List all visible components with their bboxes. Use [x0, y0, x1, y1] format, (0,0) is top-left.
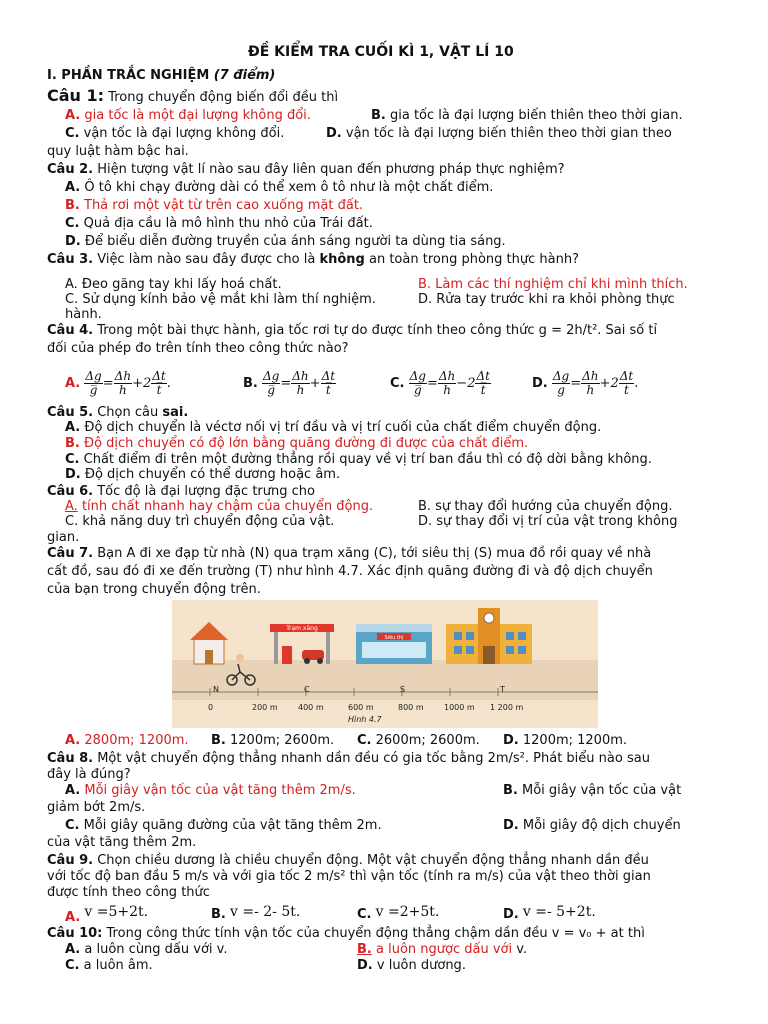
- q3-option-d: D. Rửa tay trước khi ra khỏi phòng thực: [418, 292, 675, 307]
- q7-option-b: B. 1200m; 2600m.: [211, 733, 335, 748]
- question-label: Câu 9.: [47, 853, 94, 868]
- q3-option-d-cont: hành.: [65, 307, 102, 322]
- q1-option-d-cont: quy luật hàm bậc hai.: [47, 144, 189, 159]
- point-label-s: S: [400, 685, 406, 694]
- q6-option-d-cont: gian.: [47, 530, 80, 545]
- q9-option-a: A. v =5+2t.: [65, 904, 149, 925]
- q4-option-c: C. $\frac{\Delta g}{g̅}$ = $\frac{\Delta h}{h}$ −2 $\frac{\Delta t}{t̅}$: [390, 369, 490, 397]
- tick-label: 200 m: [252, 703, 278, 712]
- question-label: Câu 5.: [47, 405, 94, 420]
- question-text: Trong chuyển động biến đổi đều thì: [108, 90, 339, 105]
- question-emphasis: sai.: [162, 405, 189, 420]
- question-text: Hiện tượng vật lí nào sau đây liên quan đến phương pháp thực nghiệm?: [97, 162, 565, 177]
- question-text: Tốc độ là đại lượng đặc trưng cho: [97, 484, 315, 499]
- q10-option-d: D. v luôn dương.: [357, 958, 466, 973]
- exam-title: ĐỀ KIỂM TRA CUỐI KÌ 1, VẬT LÍ 10: [248, 44, 514, 60]
- question-9: [47, 853, 649, 869]
- point-label-t: T: [500, 685, 505, 694]
- point-label-c: C: [304, 685, 310, 694]
- question-label: Câu 2.: [47, 162, 94, 177]
- q8-option-b-cont: giảm bớt 2m/s.: [47, 800, 146, 815]
- route-illustration: [172, 600, 598, 728]
- question-4-cont: đối của phép đo trên tính theo công thức nào?: [47, 341, 349, 356]
- house-icon: [190, 622, 228, 664]
- tick-label: 1000 m: [444, 703, 475, 712]
- question-text: Một vật chuyển động thẳng nhanh dần đều có gia tốc bằng 2m/s². Phát biểu nào sau: [97, 751, 650, 766]
- question-9-cont: với tốc độ ban đầu 5 m/s và với gia tốc 2 m/s² thì vận tốc (tính ra m/s) của vật theo thời gian: [47, 869, 651, 884]
- tick-label: 1 200 m: [490, 703, 524, 712]
- q10-option-b: B. a luôn ngược dấu với v.: [357, 942, 528, 957]
- q3-option-c: C. Sử dụng kính bảo vệ mắt khi làm thí nghiệm.: [65, 292, 376, 307]
- q7-option-d: D. 1200m; 1200m.: [503, 733, 628, 748]
- question-label: Câu 3.: [47, 252, 94, 267]
- q9-option-b: B. v =- 2- 5t.: [211, 904, 301, 922]
- q10-option-a: A. a luôn cùng dấu với v.: [65, 942, 228, 957]
- q2-option-c: C. Quả địa cầu là mô hình thu nhỏ của Trái đất.: [65, 216, 373, 231]
- question-text: Trong công thức tính vận tốc của chuyển động thẳng chậm dần đều v = v₀ + at thì: [106, 926, 645, 941]
- q6-option-a: A. tính chất nhanh hay chậm của chuyển động.: [65, 499, 374, 514]
- question-9-cont2: được tính theo công thức: [47, 885, 210, 900]
- q9-option-d: D. v =- 5+2t.: [503, 904, 596, 922]
- q10-option-c: C. a luôn âm.: [65, 958, 153, 973]
- question-text: Bạn A đi xe đạp từ nhà (N) qua trạm xăng (C), tới siêu thị (S) mua đồ rồi quay về nhà: [97, 546, 652, 561]
- question-4: [47, 323, 657, 339]
- tick-label: 600 m: [348, 703, 374, 712]
- q6-option-d: D. sự thay đổi vị trí của vật trong không: [418, 514, 678, 529]
- q4-option-a: A. $\frac{\Delta g}{g̅}$ = $\frac{\Delta h}{h}$ +2 $\frac{\Delta t}{t̅}$ .: [65, 369, 171, 397]
- question-6: [47, 484, 315, 500]
- figure-caption: Hình 4.7: [348, 715, 382, 724]
- question-1: [47, 88, 338, 106]
- question-label: Câu 1:: [47, 86, 105, 105]
- question-7-cont: cất đồ, sau đó đi xe đến trường (T) như hình 4.7. Xác định quãng đường đi và độ dịch chuyển: [47, 564, 653, 579]
- question-label: Câu 10:: [47, 926, 103, 941]
- question-label: Câu 8.: [47, 751, 94, 766]
- section-heading: [47, 68, 275, 84]
- q5-option-d: D. Độ dịch chuyển có thể dương hoặc âm.: [65, 467, 341, 482]
- question-10: [47, 926, 645, 942]
- q6-option-b: B. sự thay đổi hướng của chuyển động.: [418, 499, 673, 514]
- supermarket-icon: [356, 624, 432, 664]
- q3-option-a: A. Đeo găng tay khi lấy hoá chất.: [65, 277, 282, 292]
- q1-option-c: C. vận tốc là đại lượng không đổi.: [65, 126, 285, 141]
- q6-option-c: C. khả năng duy trì chuyển động của vật.: [65, 514, 335, 529]
- q3-option-b: B. Làm các thí nghiệm chỉ khi mình thích.: [418, 277, 688, 292]
- q2-option-a: A. Ô tô khi chạy đường dài có thể xem ô tô như là một chất điểm.: [65, 180, 494, 195]
- question-emphasis: không: [319, 252, 365, 267]
- q1-option-a: A. gia tốc là một đại lượng không đổi.: [65, 108, 311, 123]
- q4-option-d: D. $\frac{\Delta g}{g}$ = $\frac{\Delta h}{h}$ +2 $\frac{\Delta t}{t}$ .: [532, 369, 639, 397]
- question-label: Câu 6.: [47, 484, 94, 499]
- question-text: Việc làm nào sau đây được cho là: [97, 252, 316, 267]
- q7-option-a: A. 2800m; 1200m.: [65, 733, 189, 748]
- q7-option-c: C. 2600m; 2600m.: [357, 733, 480, 748]
- question-2: [47, 162, 565, 178]
- q8-option-b: B. Mỗi giây vận tốc của vật: [503, 783, 682, 798]
- q8-option-a: A. Mỗi giây vận tốc của vật tăng thêm 2m/s.: [65, 783, 356, 798]
- tick-label: 400 m: [298, 703, 324, 712]
- q8-option-c: C. Mỗi giây quãng đường của vật tăng thêm 2m.: [65, 818, 382, 833]
- q2-option-b: B. Thả rơi một vật từ trên cao xuống mặt đất.: [65, 198, 364, 213]
- q8-option-d-cont: của vật tăng thêm 2m.: [47, 835, 197, 850]
- q9-option-c: C. v =2+5t.: [357, 904, 440, 922]
- tick-label: 800 m: [398, 703, 424, 712]
- ground: [172, 660, 598, 700]
- question-3: [47, 252, 579, 268]
- q1-option-d: D. vận tốc là đại lượng biến thiên theo thời gian theo: [326, 126, 672, 141]
- tick-label: 0: [208, 703, 214, 712]
- question-label: Câu 7.: [47, 546, 94, 561]
- q1-option-b: B. gia tốc là đại lượng biến thiên theo thời gian.: [371, 108, 683, 123]
- figure-4-7: [172, 600, 598, 728]
- q4-option-b: B. $\frac{\Delta g}{g̅}$ = $\frac{\Delta h}{h}$ + $\frac{\Delta t}{t̅}$: [243, 369, 336, 397]
- q5-option-b: B. Độ dịch chuyển có độ lớn bằng quãng đường đi được của chất điểm.: [65, 436, 529, 451]
- question-5: [47, 405, 188, 421]
- q5-option-a: A. Độ dịch chuyển là véctơ nối vị trí đầu và vị trí cuối của chất điểm chuyển động.: [65, 420, 602, 435]
- school-icon: [446, 608, 532, 664]
- section-label: I. PHẦN TRẮC NGHIỆM: [47, 68, 210, 83]
- supermarket-sign: Siêu thị: [384, 635, 404, 641]
- section-points: (7 điểm): [213, 68, 276, 83]
- q8-option-d: D. Mỗi giây độ dịch chuyển: [503, 818, 681, 833]
- question-7: [47, 546, 651, 562]
- question-7-cont2: của bạn trong chuyển động trên.: [47, 582, 261, 597]
- question-text: Trong một bài thực hành, gia tốc rơi tự do được tính theo công thức g = 2h/t². Sai số tỉ: [97, 323, 658, 338]
- question-8: [47, 751, 650, 767]
- question-text: Chọn câu: [97, 405, 159, 420]
- question-text: Chọn chiều dương là chiều chuyển động. Một vật chuyển động thẳng nhanh dần đều: [97, 853, 649, 868]
- q5-option-c: C. Chất điểm đi trên một đường thẳng rồi quay về vị trí ban đầu thì có độ dời bằng không.: [65, 452, 652, 467]
- gas-station-sign: Trạm xăng: [286, 625, 318, 632]
- point-label-n: N: [213, 685, 219, 694]
- q2-option-d: D. Để biểu diễn đường truyền của ánh sáng người ta dùng tia sáng.: [65, 234, 506, 249]
- question-text-cont: an toàn trong phòng thực hành?: [369, 252, 579, 267]
- question-8-cont: đây là đúng?: [47, 767, 131, 782]
- question-label: Câu 4.: [47, 323, 94, 338]
